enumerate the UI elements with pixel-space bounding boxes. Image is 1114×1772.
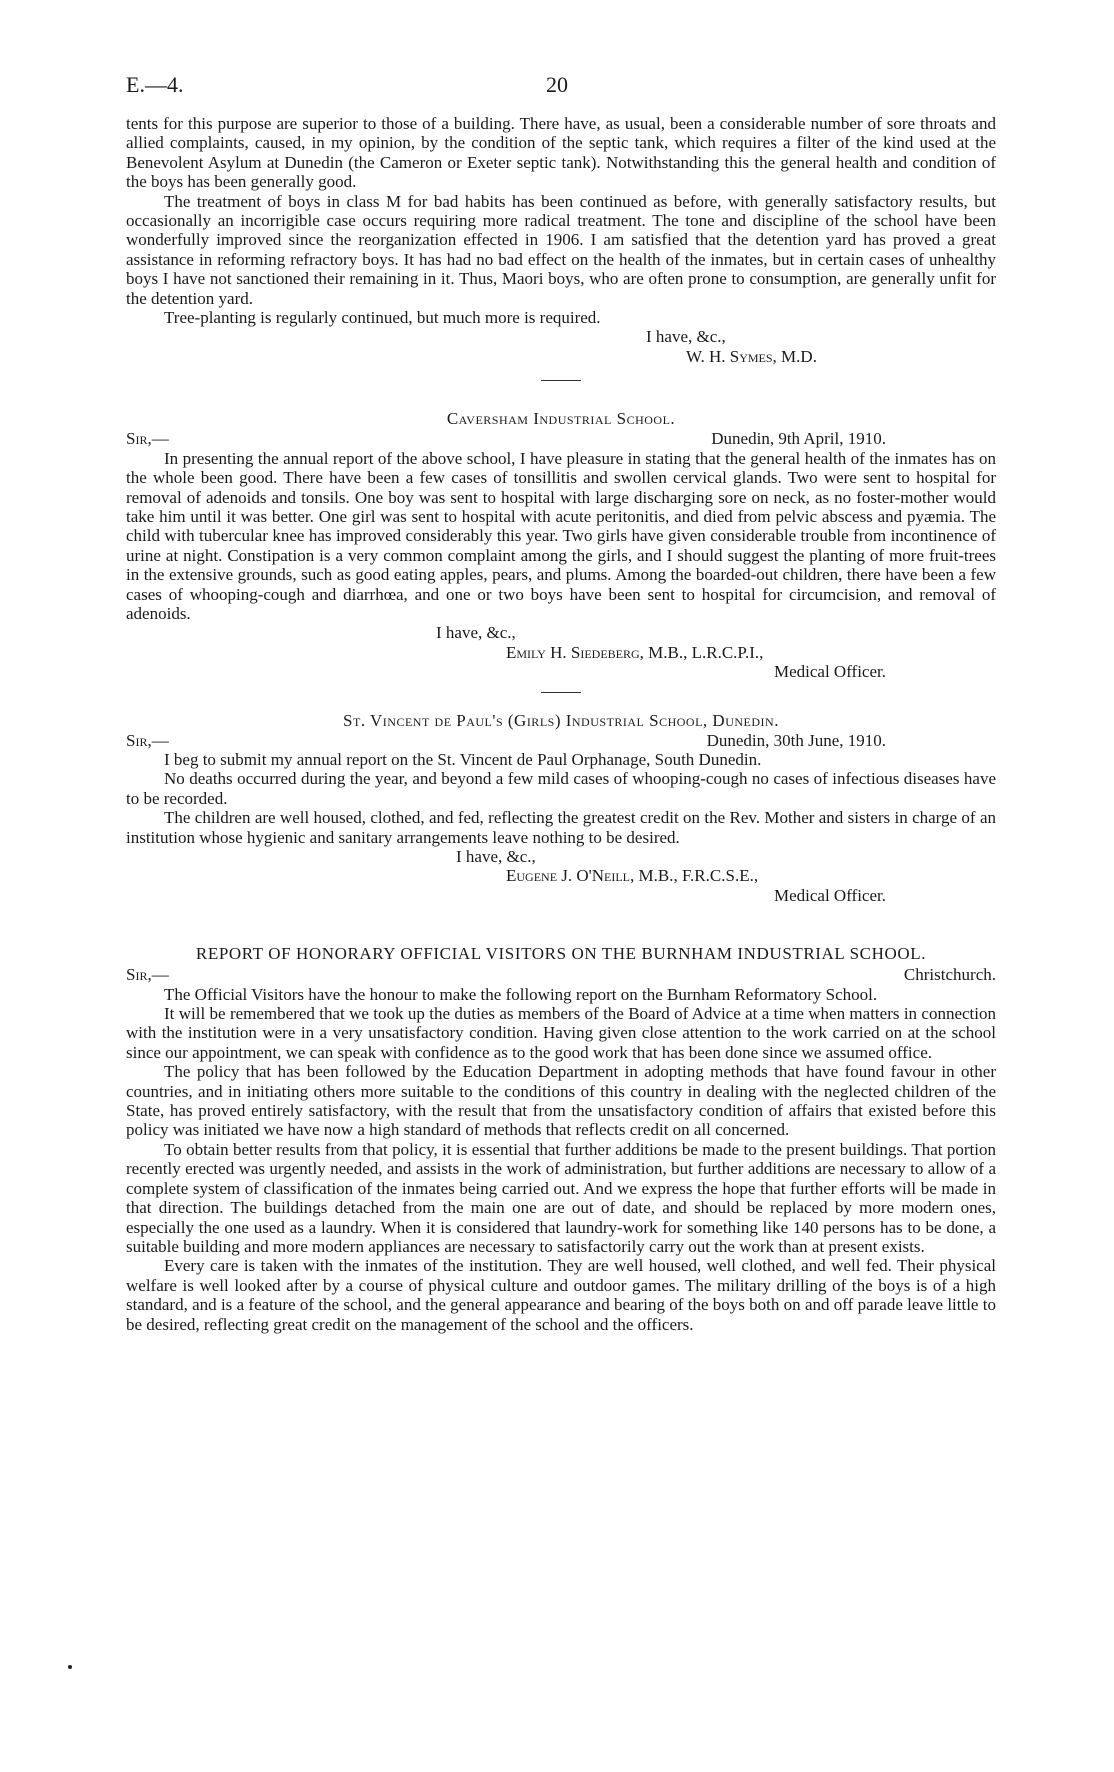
st-vincent-paragraph-1: I beg to submit my annual report on the St. Vincent de Paul Orphanage, South Dunedin.	[164, 749, 762, 769]
caversham-signature: Emily H. Siedeberg, M.B., L.R.C.P.I.,	[506, 642, 764, 662]
caversham-role: Medical Officer.	[773, 662, 886, 682]
caversham-salutation-line	[126, 429, 996, 448]
burnham-salutation: Sir,—	[126, 965, 169, 985]
st-vincent-salutation: Sir,—	[126, 730, 169, 750]
intro-paragraph-1: tents for this purpose are superior to those of a building. There have, as usual, been a considerable number of sore throats and allied complaints, caused, in my opinion, by the condition of the septic tank, which requires a filter of the kind used at the Benevolent Asylum at Dunedin (the Cameron or Exeter septic tank). Notwithstanding this the general health and condition of the boys has been generally good.	[126, 114, 996, 192]
burnham-report-title: REPORT OF HONORARY OFFICIAL VISITORS ON THE BURNHAM INDUSTRIAL SCHOOL.	[195, 944, 927, 964]
burnham-paragraph-1: The Official Visitors have the honour to make the following report on the Burnham Reformatory School.	[164, 984, 878, 1004]
caversham-section	[126, 409, 996, 681]
intro-paragraph-2: The treatment of boys in class M for bad habits has been continued as before, with generally satisfactory results, but occasionally an incorrigible case occurs requiring more radical treatment. The tone and discipline of the school have been wonderfully improved since the reorganization effected in 1906. I am satisfied that the detention yard has proved a great assistance in reforming refractory boys. It has had no bad effect on the health of the inmates, but in certain cases of unhealthy boys I have not sanctioned their remaining in it. Thus, Maori boys, who are often prone to consumption, are generally unfit for the detention yard.	[126, 191, 996, 308]
st-vincent-paragraph-3: The children are well housed, clothed, and fed, reflecting the greatest credit on the Rev. Mother and sisters in charge of an institution whose hygienic and sanitary arrangements leave nothing to be desired.	[126, 808, 996, 847]
intro-signature: W. H. Symes, M.D.	[686, 346, 817, 366]
caversham-title: Caversham Industrial School.	[446, 409, 676, 429]
section-divider	[541, 380, 581, 381]
burnham-paragraph-4: To obtain better results from that policy, it is essential that further additions be made to the present buildings. That portion recently erected was urgently needed, and assists in the work of administration, but further additions are necessary to allow of a complete system of classification of the inmates being carried out. And we express the hope that further efforts will be made in that direction. The buildings detached from the main one are out of date, and should be replaced by more modern ones, especially the one used as a laundry. When it is considered that laundry-work for something like 140 persons has to be done, a suitable building and more modern appliances are necessary to satisfactorily carry out the work than at present exists.	[126, 1139, 996, 1256]
document-reference: E.—4.	[126, 72, 184, 97]
st-vincent-closing: I have, &c.,	[456, 847, 536, 866]
page-header	[126, 72, 996, 114]
burnham-paragraph-5: Every care is taken with the inmates of the institution. They are well housed, well clothed, and well fed. Their physical welfare is well looked after by a course of physical culture and outdoor games. The military drilling of the boys is of a high standard, and is a feature of the school, and the general appearance and bearing of the boys both on and off parade leave little to be desired, reflecting great credit on the management of the school and the officers.	[126, 1256, 996, 1334]
caversham-closing: I have, &c.,	[436, 623, 516, 643]
burnham-paragraph-2: It will be remembered that we took up the duties as members of the Board of Advice at a time when matters in connection with the institution were in a very unsatisfactory condition. Having given close attention to the work carried on at the school since our appointment, we can speak with confidence as to the good work that has been done since we assumed office.	[126, 1004, 996, 1062]
st-vincent-salutation-line	[126, 731, 996, 750]
st-vincent-section	[126, 711, 996, 906]
caversham-paragraph: In presenting the annual report of the above school, I have pleasure in stating that the general health of the inmates has on the whole been good. There have been a few cases of tonsillitis and swollen cervical glands. Two were sent to hospital for removal of adenoids and tonsils. One boy was sent to hospital with large discharging sore on neck, as no foster-mother would take him until it was better. One girl was sent to hospital with acute peritonitis, and died from pelvic abscess and pyæmia. The child with tubercular knee has improved considerably this year. Two girls have given considerable trouble from incontinence of urine at night. Constipation is a very common complaint among the girls, and I should suggest the planting of more fruit-trees in the extensive grounds, such as good eating apples, pears, and plums. Among the boarded-out children, there have been a few cases of whooping-cough and diarrhœa, and one or two boys have been sent to hospital for circumcision, and removal of adenoids.	[126, 448, 996, 623]
caversham-salutation: Sir,—	[126, 429, 169, 449]
intro-closing: I have, &c.,	[646, 327, 726, 347]
burnham-salutation-line	[126, 965, 996, 984]
st-vincent-paragraph-2: No deaths occurred during the year, and beyond a few mild cases of whooping-cough no cases of infectious diseases have to be recorded.	[126, 769, 996, 808]
section-divider	[541, 692, 581, 693]
burnham-paragraph-3: The policy that has been followed by the Education Department in adopting methods that have found favour in other countries, and in initiating others more suitable to the conditions of this country in dealing with the neglected children of the State, has proved entirely satisfactory, with the result that from the unsatisfactory condition of affairs that existed before this policy was initiated we have now a high standard of methods that reflects credit on all concerned.	[126, 1062, 996, 1140]
st-vincent-signature: Eugene J. O'Neill, M.B., F.R.C.S.E.,	[506, 866, 759, 886]
caversham-date: Dunedin, 9th April, 1910.	[711, 429, 886, 449]
burnham-section	[126, 943, 996, 1334]
intro-paragraph-3: Tree-planting is regularly continued, but much more is required.	[164, 308, 601, 328]
st-vincent-title: St. Vincent de Paul's (Girls) Industrial School, Dunedin.	[343, 710, 779, 730]
page-number: 20	[546, 72, 568, 97]
burnham-place: Christchurch.	[903, 965, 996, 985]
document-page	[126, 72, 996, 1334]
margin-dot	[68, 1665, 72, 1669]
st-vincent-role: Medical Officer.	[773, 885, 886, 905]
intro-section	[126, 114, 996, 366]
st-vincent-date: Dunedin, 30th June, 1910.	[706, 730, 886, 750]
